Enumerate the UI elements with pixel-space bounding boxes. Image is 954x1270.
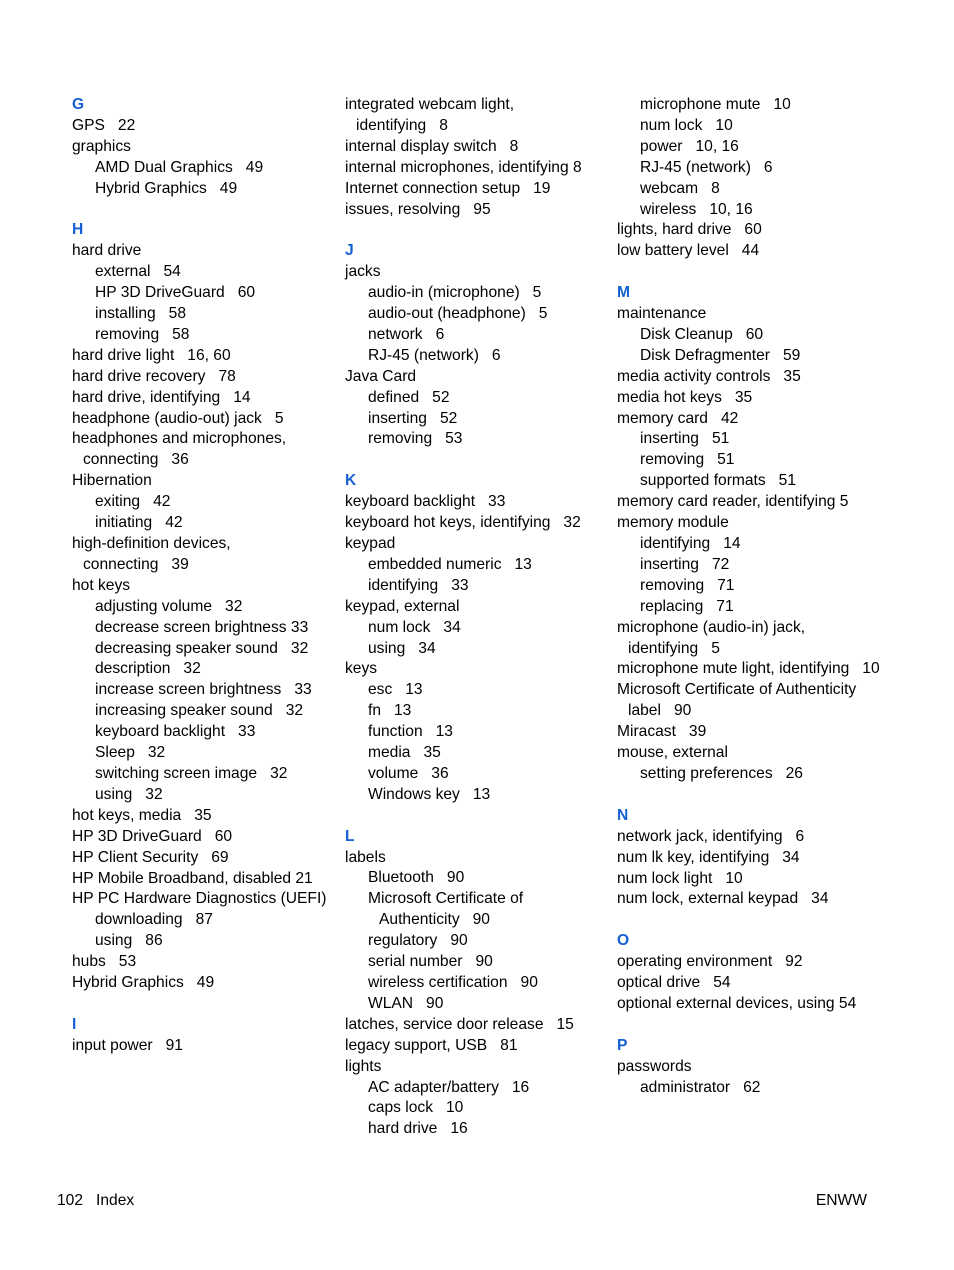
index-entry: keys — [345, 660, 378, 678]
index-entry: internal microphones, identifying 8 — [345, 158, 582, 176]
index-subentry: inserting 72 — [640, 555, 730, 573]
index-subentry: fn 13 — [368, 702, 412, 720]
index-subentry: using 32 — [95, 785, 163, 803]
index-subentry: defined 52 — [368, 388, 450, 406]
index-letter-heading: H — [72, 221, 84, 239]
index-entry: microphone mute light, identifying 10 — [617, 660, 880, 678]
index-entry: internal display switch 8 — [345, 137, 519, 155]
index-subentry: switching screen image 32 — [95, 764, 288, 782]
index-subentry: adjusting volume 32 — [95, 597, 243, 615]
index-entry: keypad — [345, 535, 396, 552]
index-entry: Internet connection setup 19 — [345, 179, 551, 197]
index-entry: keypad, external — [345, 597, 460, 615]
index-entry: hard drive — [72, 242, 142, 260]
index-subentry: audio-in (microphone) 5 — [368, 284, 542, 302]
index-subentry: Bluetooth 90 — [368, 869, 465, 887]
index-subentry: removing 58 — [95, 325, 190, 343]
index-subentry: administrator 62 — [640, 1078, 761, 1096]
index-subentry: Windows key 13 — [368, 785, 491, 803]
index-subentry: num lock 34 — [368, 618, 461, 636]
index-subentry: function 13 — [368, 723, 453, 741]
index-subentry: hard drive 16 — [368, 1120, 468, 1138]
index-subentry: num lock 10 — [640, 116, 733, 134]
index-entry: HP 3D DriveGuard 60 — [72, 827, 233, 845]
index-entry: hard drive recovery 78 — [72, 367, 236, 385]
index-entry: input power 91 — [72, 1036, 183, 1054]
index-subentry: Sleep 32 — [95, 744, 166, 762]
index-letter-heading: L — [345, 827, 355, 845]
index-column-3 — [617, 95, 887, 1098]
index-entry: hard drive, identifying 14 — [72, 388, 251, 406]
index-subentry: serial number 90 — [368, 953, 493, 971]
index-entry: optical drive 54 — [617, 974, 731, 992]
index-subentry: Disk Defragmenter 59 — [640, 346, 801, 364]
index-subentry: installing 58 — [95, 305, 187, 323]
index-entry: hard drive light 16, 60 — [72, 346, 231, 364]
index-subentry: decrease screen brightness 33 — [95, 618, 309, 636]
index-entry: jacks — [345, 263, 381, 281]
index-subentry: exiting 42 — [95, 493, 171, 511]
index-subentry: removing 51 — [640, 451, 735, 469]
index-subentry: HP 3D DriveGuard 60 — [95, 284, 256, 302]
index-entry: optional external devices, using 54 — [617, 994, 857, 1012]
index-subentry: setting preferences 26 — [640, 764, 803, 782]
index-entry: legacy support, USB 81 — [345, 1036, 518, 1054]
index-subentry: wireless certification 90 — [368, 974, 538, 992]
index-letter-heading: G — [72, 96, 85, 113]
index-entry: hot keys — [72, 576, 131, 594]
index-entry: labels — [345, 848, 386, 866]
index-entry: keyboard backlight 33 — [345, 493, 506, 511]
index-entry: high-definition devices, connecting 39 — [72, 535, 231, 573]
index-entry: hubs 53 — [72, 953, 137, 971]
index-entry: keyboard hot keys, identifying 32 — [345, 514, 581, 532]
index-entry: latches, service door release 15 — [345, 1015, 574, 1033]
index-subentry: RJ-45 (network) 6 — [368, 346, 501, 364]
index-entry: Microsoft Certificate of Authenticity label 90 — [617, 681, 857, 720]
index-subentry: removing 53 — [368, 430, 463, 448]
index-entry: hot keys, media 35 — [72, 806, 212, 824]
index-subentry: supported formats 51 — [640, 472, 797, 490]
index-entry: Hybrid Graphics 49 — [72, 974, 215, 992]
index-entry: memory card reader, identifying 5 — [617, 493, 849, 511]
index-entry: memory module — [617, 514, 729, 532]
index-column-1 — [72, 95, 334, 1057]
index-subentry: decreasing speaker sound 32 — [95, 639, 309, 657]
index-subentry: external 54 — [95, 263, 181, 281]
index-subentry: inserting 51 — [640, 430, 730, 448]
index-letter-heading: O — [617, 932, 630, 950]
index-subentry: description 32 — [95, 660, 201, 678]
index-subentry: Hybrid Graphics 49 — [95, 179, 238, 197]
index-subentry: webcam 8 — [640, 179, 720, 197]
index-subentry: microphone mute 10 — [640, 96, 791, 113]
index-entry: headphones and microphones, connecting 36 — [72, 430, 287, 469]
index-letter-heading: K — [345, 472, 357, 490]
index-subentry: increase screen brightness 33 — [95, 681, 312, 699]
index-letter-heading: I — [72, 1015, 77, 1033]
index-entry: lights — [345, 1057, 382, 1075]
index-subentry: caps lock 10 — [368, 1099, 464, 1117]
index-subentry: inserting 52 — [368, 409, 458, 427]
index-subentry: initiating 42 — [95, 514, 183, 532]
index-entry: lights, hard drive 60 — [617, 221, 762, 239]
index-letter-heading: P — [617, 1036, 628, 1054]
index-subentry: network 6 — [368, 325, 445, 343]
index-subentry: Disk Cleanup 60 — [640, 325, 764, 343]
index-entry: low battery level 44 — [617, 242, 760, 260]
index-entry: maintenance — [617, 305, 707, 323]
index-subentry: increasing speaker sound 32 — [95, 702, 304, 720]
index-entry: microphone (audio-in) jack, identifying 5 — [617, 618, 806, 657]
index-entry: num lock light 10 — [617, 869, 743, 887]
index-subentry: removing 71 — [640, 576, 735, 594]
index-entry: memory card 42 — [617, 409, 739, 427]
index-subentry: power 10, 16 — [640, 137, 739, 155]
index-subentry: regulatory 90 — [368, 932, 468, 950]
index-letter-heading: J — [345, 242, 354, 260]
index-subentry: using 34 — [368, 639, 436, 657]
index-subentry: media 35 — [368, 744, 441, 762]
index-subentry: identifying 33 — [368, 576, 469, 594]
index-subentry: audio-out (headphone) 5 — [368, 305, 548, 323]
index-subentry: wireless 10, 16 — [640, 200, 753, 218]
index-entry: headphone (audio-out) jack 5 — [72, 409, 284, 427]
index-entry: mouse, external — [617, 744, 728, 762]
index-entry: passwords — [617, 1057, 692, 1075]
index-subentry: WLAN 90 — [368, 994, 444, 1012]
index-entry: HP Mobile Broadband, disabled 21 — [72, 869, 313, 887]
index-entry: GPS 22 — [72, 116, 136, 134]
index-entry: Miracast 39 — [617, 723, 707, 741]
index-entry: operating environment 92 — [617, 953, 803, 971]
index-entry: HP PC Hardware Diagnostics (UEFI) — [72, 890, 327, 908]
index-letter-heading: N — [617, 806, 629, 824]
index-subentry: keyboard backlight 33 — [95, 723, 256, 741]
index-entry: integrated webcam light, identifying 8 — [345, 96, 515, 134]
index-entry: network jack, identifying 6 — [617, 827, 805, 845]
index-letter-heading: M — [617, 284, 630, 302]
index-subentry: volume 36 — [368, 764, 449, 782]
index-subentry: replacing 71 — [640, 597, 734, 615]
footer-doc-id: ENWW — [815, 1192, 867, 1209]
index-subentry: downloading 87 — [95, 911, 213, 929]
index-column-2 — [345, 95, 607, 1140]
index-subentry: Microsoft Certificate of Authenticity 90 — [368, 890, 524, 929]
index-entry: Hibernation — [72, 472, 152, 490]
index-subentry: RJ-45 (network) 6 — [640, 158, 773, 176]
index-subentry: esc 13 — [368, 681, 423, 699]
index-subentry: AC adapter/battery 16 — [368, 1078, 530, 1096]
footer-page-label: 102 Index — [57, 1192, 135, 1209]
index-entry: HP Client Security 69 — [72, 848, 229, 866]
index-subentry: identifying 14 — [640, 535, 741, 553]
index-entry: media hot keys 35 — [617, 388, 753, 406]
index-entry: graphics — [72, 137, 131, 155]
index-entry: num lk key, identifying 34 — [617, 848, 800, 866]
index-entry: Java Card — [345, 367, 417, 385]
index-subentry: AMD Dual Graphics 49 — [95, 158, 264, 176]
index-subentry: embedded numeric 13 — [368, 555, 532, 573]
index-subentry: using 86 — [95, 932, 163, 950]
index-entry: issues, resolving 95 — [345, 200, 491, 218]
index-entry: media activity controls 35 — [617, 367, 801, 385]
index-entry: num lock, external keypad 34 — [617, 890, 829, 908]
